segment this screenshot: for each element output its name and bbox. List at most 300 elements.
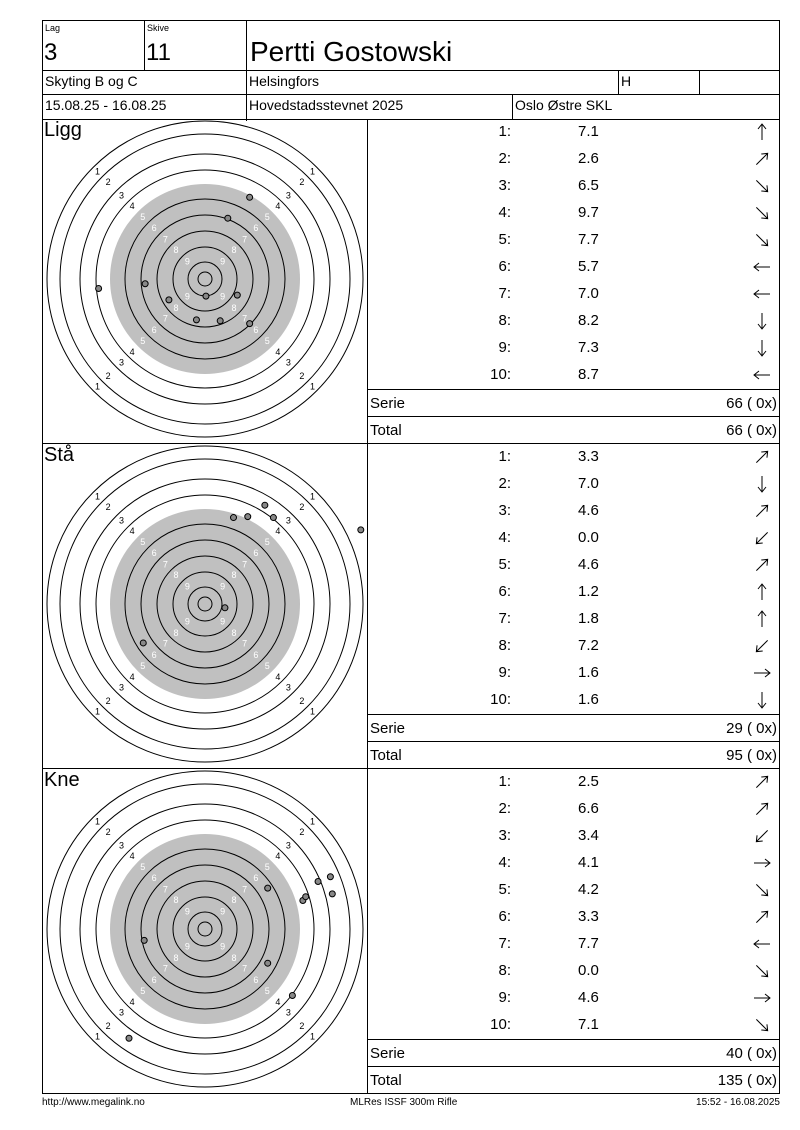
ring-label: 6 [253, 649, 259, 660]
shot-list [368, 119, 779, 443]
shot-score: 3.3 [578, 448, 599, 465]
total-label: Total [370, 1072, 402, 1089]
ring-label: 5 [140, 661, 146, 672]
serie-row [368, 714, 779, 741]
shot-row [368, 606, 779, 633]
shot-row [368, 796, 779, 823]
shot-row [368, 335, 779, 362]
shot-row [368, 227, 779, 254]
ring-label: 3 [119, 682, 125, 693]
target-face [43, 444, 367, 768]
direction-arrow-icon [753, 691, 771, 709]
shot-row [368, 823, 779, 850]
ring-label: 1 [95, 166, 101, 177]
ring-label: 3 [119, 1007, 125, 1018]
shot-number: 10: [490, 691, 511, 708]
section-1 [42, 444, 780, 769]
shot-hole-7 [247, 321, 253, 327]
shot-number: 6: [498, 583, 511, 600]
shot-number: 1: [498, 448, 511, 465]
ring-label: 9 [220, 581, 226, 592]
shot-number: 5: [498, 881, 511, 898]
shot-number: 2: [498, 150, 511, 167]
shot-score: 7.1 [578, 1016, 599, 1033]
ring-label: 3 [285, 190, 291, 201]
shot-hole-4 [234, 292, 240, 298]
shot-hole-6 [289, 993, 295, 999]
total-value: 95 ( 0x) [726, 747, 777, 764]
shot-row [368, 362, 779, 389]
aiming-mark [110, 184, 300, 374]
ring-label: 2 [299, 370, 305, 381]
direction-arrow-icon [753, 150, 771, 168]
shot-hole-3 [203, 293, 209, 299]
ring-label: 1 [95, 1031, 101, 1042]
direction-arrow-icon [753, 123, 771, 141]
ring-label: 8 [173, 895, 179, 906]
ring-label: 4 [275, 996, 281, 1007]
organizer: Oslo Østre SKL [515, 97, 613, 113]
shot-score: 4.6 [578, 989, 599, 1006]
ring-label: 7 [242, 234, 248, 245]
ring-label: 8 [231, 952, 237, 963]
shot-hole-5 [270, 515, 276, 521]
shot-score: 1.6 [578, 691, 599, 708]
ring-label: 4 [129, 996, 135, 1007]
shot-number: 10: [490, 1016, 511, 1033]
direction-arrow-icon [753, 881, 771, 899]
ring-label: 7 [242, 963, 248, 974]
ring-label: 4 [275, 671, 281, 682]
shot-hole-8 [140, 640, 146, 646]
shot-row [368, 687, 779, 714]
ring-label: 1 [95, 706, 101, 717]
shot-hole-2 [247, 194, 253, 200]
ring-label: 1 [309, 491, 315, 502]
footer-software: MLRes ISSF 300m Rifle [350, 1097, 458, 1108]
aiming-mark [110, 509, 300, 699]
direction-arrow-icon [753, 962, 771, 980]
ring-label: 1 [95, 381, 101, 392]
ring-label: 8 [231, 895, 237, 906]
class: Skyting B og C [45, 73, 138, 89]
direction-arrow-icon [753, 989, 771, 1007]
shot-number: 10: [490, 366, 511, 383]
shot-number: 1: [498, 123, 511, 140]
ring-label: 1 [309, 166, 315, 177]
shot-score: 1.2 [578, 583, 599, 600]
shot-number: 3: [498, 827, 511, 844]
direction-arrow-icon [753, 448, 771, 466]
ring-label: 9 [184, 581, 190, 592]
section-title: Kne [44, 769, 80, 791]
ring-label: 2 [299, 695, 305, 706]
ring-label: 3 [285, 357, 291, 368]
shot-score: 0.0 [578, 962, 599, 979]
footer [42, 1095, 780, 1111]
shot-score: 2.6 [578, 150, 599, 167]
shot-row [368, 931, 779, 958]
event: Hovedstadsstevnet 2025 [249, 97, 404, 113]
gender: H [621, 73, 632, 89]
direction-arrow-icon [753, 502, 771, 520]
ring-label: 4 [275, 201, 281, 212]
ring-label: 8 [173, 570, 179, 581]
direction-arrow-icon [753, 583, 771, 601]
shot-number: 8: [498, 962, 511, 979]
direction-arrow-icon [753, 800, 771, 818]
shot-hole-1 [225, 215, 231, 221]
ring-label: 8 [173, 245, 179, 256]
direction-arrow-icon [753, 637, 771, 655]
direction-arrow-icon [753, 854, 771, 872]
ring-label: 8 [173, 627, 179, 638]
shot-score: 4.6 [578, 502, 599, 519]
shot-score: 6.5 [578, 177, 599, 194]
ring-label: 5 [140, 861, 146, 872]
ring-label: 1 [95, 816, 101, 827]
shot-hole-8 [193, 317, 199, 323]
shot-list [368, 769, 779, 1093]
shot-hole-2 [222, 605, 228, 611]
shot-score: 2.5 [578, 773, 599, 790]
direction-arrow-icon [753, 258, 771, 276]
result-card [42, 20, 780, 1089]
ring-label: 1 [309, 706, 315, 717]
shot-row [368, 146, 779, 173]
direction-arrow-icon [753, 177, 771, 195]
shot-row [368, 1012, 779, 1039]
shot-number: 9: [498, 339, 511, 356]
ring-label: 3 [119, 190, 125, 201]
shot-row [368, 444, 779, 471]
ring-label: 9 [184, 616, 190, 627]
aiming-mark [110, 834, 300, 1024]
shot-hole-9 [329, 891, 335, 897]
shot-score: 1.6 [578, 664, 599, 681]
shot-score: 4.6 [578, 556, 599, 573]
ring-label: 2 [105, 827, 111, 838]
skive-label: Skive [147, 23, 170, 33]
shot-score: 0.0 [578, 529, 599, 546]
shot-row [368, 579, 779, 606]
serie-label: Serie [370, 720, 406, 737]
section-title: Stå [44, 444, 75, 466]
target-panel [43, 769, 368, 1093]
shot-row [368, 958, 779, 985]
lag-value: 3 [44, 39, 58, 66]
ring-label: 2 [299, 177, 305, 188]
shot-hole-6 [96, 286, 102, 292]
serie-value: 29 ( 0x) [726, 720, 777, 737]
shot-score: 7.0 [578, 475, 599, 492]
skive-cell [145, 21, 246, 70]
shot-score: 5.7 [578, 258, 599, 275]
direction-arrow-icon [753, 773, 771, 791]
footer-timestamp: 15:52 - 16.08.2025 [696, 1097, 780, 1108]
shot-number: 3: [498, 502, 511, 519]
ring-label: 3 [119, 357, 125, 368]
ring-label: 6 [151, 974, 157, 985]
ring-label: 9 [220, 941, 226, 952]
ring-label: 7 [162, 638, 168, 649]
ring-label: 6 [253, 873, 259, 884]
ring-label: 5 [264, 536, 270, 547]
ring-label: 5 [140, 211, 146, 222]
ring-label: 8 [173, 302, 179, 313]
shot-score: 7.7 [578, 231, 599, 248]
ring-label: 2 [299, 827, 305, 838]
ring-label: 6 [151, 324, 157, 335]
ring-label: 5 [264, 986, 270, 997]
ring-label: 4 [275, 526, 281, 537]
shot-score: 3.4 [578, 827, 599, 844]
ring-label: 7 [162, 963, 168, 974]
shot-number: 2: [498, 800, 511, 817]
shot-row [368, 119, 779, 146]
ring-label: 3 [119, 840, 125, 851]
section-title: Ligg [44, 119, 82, 141]
shot-number: 5: [498, 231, 511, 248]
shot-score: 7.1 [578, 123, 599, 140]
header [42, 20, 780, 120]
ring-label: 2 [299, 1020, 305, 1031]
ring-label: 2 [105, 695, 111, 706]
ring-label: 2 [105, 177, 111, 188]
ring-label: 3 [285, 515, 291, 526]
shot-score: 7.7 [578, 935, 599, 952]
ring-label: 8 [231, 627, 237, 638]
shot-score: 9.7 [578, 204, 599, 221]
ring-label: 1 [309, 1031, 315, 1042]
ring-label: 8 [231, 570, 237, 581]
shot-row [368, 769, 779, 796]
ring-label: 6 [151, 873, 157, 884]
shot-score: 7.2 [578, 637, 599, 654]
direction-arrow-icon [753, 556, 771, 574]
ring-label: 7 [162, 559, 168, 570]
direction-arrow-icon [753, 935, 771, 953]
ring-label: 3 [119, 515, 125, 526]
ring-label: 9 [220, 616, 226, 627]
shot-number: 9: [498, 664, 511, 681]
ring-label: 5 [140, 536, 146, 547]
serie-value: 66 ( 0x) [726, 395, 777, 412]
ring-label: 9 [220, 906, 226, 917]
shot-number: 4: [498, 854, 511, 871]
total-value: 135 ( 0x) [717, 1072, 777, 1089]
ring-label: 9 [184, 941, 190, 952]
ring-label: 6 [253, 223, 259, 234]
shot-number: 7: [498, 285, 511, 302]
direction-arrow-icon [753, 1016, 771, 1034]
direction-arrow-icon [753, 285, 771, 303]
ring-label: 7 [162, 234, 168, 245]
shot-list [368, 444, 779, 768]
ring-label: 7 [242, 884, 248, 895]
shot-row [368, 660, 779, 687]
ring-label: 6 [253, 974, 259, 985]
shot-hole-2 [265, 885, 271, 891]
shot-row [368, 850, 779, 877]
dates: 15.08.25 - 16.08.25 [45, 97, 167, 113]
serie-row [368, 389, 779, 416]
total-label: Total [370, 747, 402, 764]
club: Helsingfors [249, 73, 320, 89]
shot-number: 1: [498, 773, 511, 790]
ring-label: 4 [129, 671, 135, 682]
direction-arrow-icon [753, 610, 771, 628]
ring-label: 4 [129, 851, 135, 862]
ring-label: 2 [105, 370, 111, 381]
shot-row [368, 173, 779, 200]
direction-arrow-icon [753, 529, 771, 547]
ring-label: 9 [220, 256, 226, 267]
shot-hole-1 [245, 514, 251, 520]
shot-row [368, 254, 779, 281]
shot-hole-3 [231, 515, 237, 521]
shot-row [368, 985, 779, 1012]
ring-label: 7 [162, 313, 168, 324]
shot-hole-9 [262, 502, 268, 508]
shot-hole-10 [265, 960, 271, 966]
ring-label: 7 [242, 638, 248, 649]
ring-label: 9 [184, 291, 190, 302]
ring-label: 9 [220, 291, 226, 302]
shot-hole-9 [217, 318, 223, 324]
shot-number: 3: [498, 177, 511, 194]
direction-arrow-icon [753, 339, 771, 357]
shot-score: 4.1 [578, 854, 599, 871]
shot-hole-1 [327, 874, 333, 880]
ring-label: 7 [242, 559, 248, 570]
shot-hole-10 [166, 297, 172, 303]
ring-label: 4 [129, 526, 135, 537]
shot-number: 8: [498, 312, 511, 329]
target-panel [43, 444, 368, 768]
direction-arrow-icon [753, 366, 771, 384]
shot-number: 9: [498, 989, 511, 1006]
direction-arrow-icon [753, 231, 771, 249]
section-2 [42, 769, 780, 1094]
ring-label: 8 [231, 245, 237, 256]
shot-row [368, 308, 779, 335]
total-row [368, 741, 779, 768]
ring-label: 4 [275, 851, 281, 862]
shot-row [368, 498, 779, 525]
target-face [43, 119, 367, 443]
total-value: 66 ( 0x) [726, 422, 777, 439]
target-panel [43, 119, 368, 443]
serie-row [368, 1039, 779, 1066]
ring-label: 2 [299, 502, 305, 513]
direction-arrow-icon [753, 204, 771, 222]
ring-label: 4 [129, 201, 135, 212]
shot-score: 4.2 [578, 881, 599, 898]
shot-number: 2: [498, 475, 511, 492]
shot-score: 3.3 [578, 908, 599, 925]
target-face [43, 769, 367, 1093]
shot-row [368, 904, 779, 931]
shot-row [368, 525, 779, 552]
shot-hole-4 [358, 527, 364, 533]
shot-number: 4: [498, 204, 511, 221]
ring-label: 3 [285, 1007, 291, 1018]
ring-label: 3 [285, 840, 291, 851]
lag-cell [43, 21, 144, 70]
ring-label: 5 [264, 211, 270, 222]
ring-label: 5 [140, 336, 146, 347]
ring-label: 4 [275, 346, 281, 357]
ring-label: 6 [151, 649, 157, 660]
shot-hole-7 [141, 937, 147, 943]
ring-label: 6 [151, 548, 157, 559]
ring-label: 5 [264, 861, 270, 872]
shot-number: 6: [498, 908, 511, 925]
ring-label: 1 [95, 491, 101, 502]
ring-label: 8 [231, 302, 237, 313]
ring-label: 4 [129, 346, 135, 357]
direction-arrow-icon [753, 312, 771, 330]
serie-value: 40 ( 0x) [726, 1045, 777, 1062]
lag-label: Lag [45, 23, 61, 33]
shot-hole-5 [303, 894, 309, 900]
shot-row [368, 877, 779, 904]
skive-value: 11 [146, 39, 171, 66]
shot-number: 4: [498, 529, 511, 546]
shot-number: 7: [498, 610, 511, 627]
total-label: Total [370, 422, 402, 439]
ring-label: 6 [253, 324, 259, 335]
total-row [368, 416, 779, 443]
ring-label: 2 [105, 1020, 111, 1031]
direction-arrow-icon [753, 475, 771, 493]
shot-score: 8.7 [578, 366, 599, 383]
section-0 [42, 119, 780, 444]
ring-label: 1 [309, 816, 315, 827]
direction-arrow-icon [753, 908, 771, 926]
direction-arrow-icon [753, 664, 771, 682]
total-row [368, 1066, 779, 1093]
ring-label: 7 [162, 884, 168, 895]
shot-score: 8.2 [578, 312, 599, 329]
shot-row [368, 552, 779, 579]
ring-label: 6 [253, 548, 259, 559]
shot-number: 5: [498, 556, 511, 573]
shot-hole-5 [142, 281, 148, 287]
ring-label: 1 [309, 381, 315, 392]
ring-label: 6 [151, 223, 157, 234]
ring-label: 8 [173, 952, 179, 963]
shot-row [368, 281, 779, 308]
ring-label: 3 [285, 682, 291, 693]
ring-label: 9 [184, 256, 190, 267]
shot-hole-4 [315, 879, 321, 885]
shot-score: 1.8 [578, 610, 599, 627]
serie-label: Serie [370, 395, 406, 412]
shot-row [368, 633, 779, 660]
direction-arrow-icon [753, 827, 771, 845]
shot-score: 7.0 [578, 285, 599, 302]
shot-number: 7: [498, 935, 511, 952]
serie-label: Serie [370, 1045, 406, 1062]
ring-label: 5 [140, 986, 146, 997]
shot-number: 8: [498, 637, 511, 654]
shot-row [368, 471, 779, 498]
ring-label: 5 [264, 336, 270, 347]
ring-label: 2 [105, 502, 111, 513]
ring-label: 5 [264, 661, 270, 672]
